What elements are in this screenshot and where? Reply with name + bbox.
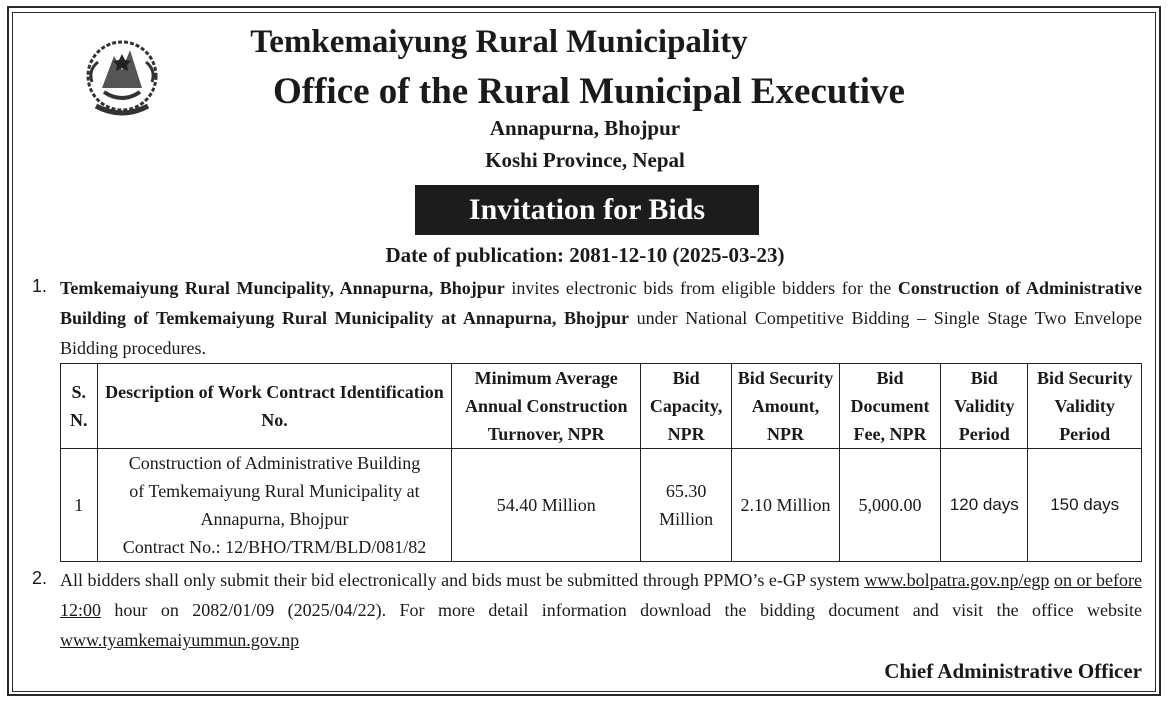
cell-security-validity: 150 days	[1028, 449, 1142, 562]
cell-security: 2.10 Million	[732, 449, 839, 562]
address-line-2: Koshi Province, Nepal	[485, 148, 685, 172]
para2-text-a: All bidders shall only submit their bid electronically and bids must be submitted through PPMO’s e-GP system	[60, 570, 865, 590]
para1-text-a: invites electronic bids from eligible bidders for the	[504, 278, 898, 298]
cell-description	[97, 449, 452, 562]
cell-capacity	[641, 449, 732, 562]
cell-turnover: 54.40 Million	[452, 449, 641, 562]
address-line-1: Annapurna, Bhojpur	[489, 116, 681, 140]
municipality-title: Temkemaiyung Rural Municipality	[250, 24, 748, 60]
col-security: Bid Security Amount, NPR	[732, 364, 839, 449]
project-name: Construction of Administrative Building of Temkemaiyung Rural Municipality at Annapurna, Bhojpur	[60, 278, 1142, 328]
desc-line-1: Construction of Administrative Building	[128, 453, 421, 473]
cell-doc-fee: 5,000.00	[839, 449, 940, 562]
invitation-banner: Invitation for Bids	[415, 185, 759, 235]
paragraph-2-number: 2.	[32, 568, 48, 588]
signature-title: Chief Administrative Officer	[884, 659, 1142, 683]
cell-validity: 120 days	[941, 449, 1028, 562]
publication-date: Date of publication: 2081-12-10 (2025-03-23)	[385, 243, 785, 267]
procuring-entity: Temkemaiyung Rural Muncipality, Annapurna, Bhojpur	[60, 278, 505, 298]
col-capacity: Bid Capacity, NPR	[641, 364, 732, 449]
office-website-link[interactable]: www.tyamkemaiyummun.gov.np	[60, 630, 300, 650]
col-security-validity: Bid Security Validity Period	[1028, 364, 1142, 449]
desc-line-3: Annapurna, Bhojpur	[200, 509, 349, 529]
paragraph-2	[60, 565, 1142, 655]
paragraph-1	[60, 273, 1142, 363]
col-description: Description of Work Contract Identification No.	[97, 364, 452, 449]
cell-sn: 1	[61, 449, 98, 562]
paragraph-1-number: 1.	[32, 276, 48, 296]
office-title: Office of the Rural Municipal Executive	[273, 71, 905, 112]
para1-text-b: under National Competitive Bidding – Single Stage Two Envelope Bidding procedures.	[60, 308, 1143, 358]
para2-text-b: hour on 2082/01/09 (2025/04/22). For more detail information download the bidding document and visit the office website	[101, 600, 1142, 620]
capacity-value: 65.30	[665, 481, 707, 501]
col-turnover: Minimum Average Annual Construction Turnover, NPR	[452, 364, 641, 449]
col-sn: S. N.	[61, 364, 98, 449]
bid-table	[60, 363, 1142, 562]
col-validity: Bid Validity Period	[941, 364, 1028, 449]
contract-number: Contract No.: 12/BHO/TRM/BLD/081/82	[122, 537, 427, 557]
capacity-unit: Million	[659, 509, 714, 529]
table-row	[61, 449, 1142, 562]
egp-link[interactable]: www.bolpatra.gov.np/egp	[864, 570, 1050, 590]
table-header-row	[61, 364, 1142, 449]
deadline-text: on or before 12:00	[60, 570, 1142, 620]
col-doc-fee: Bid Document Fee, NPR	[839, 364, 940, 449]
desc-line-2: of Temkemaiyung Rural Municipality at	[129, 481, 420, 501]
